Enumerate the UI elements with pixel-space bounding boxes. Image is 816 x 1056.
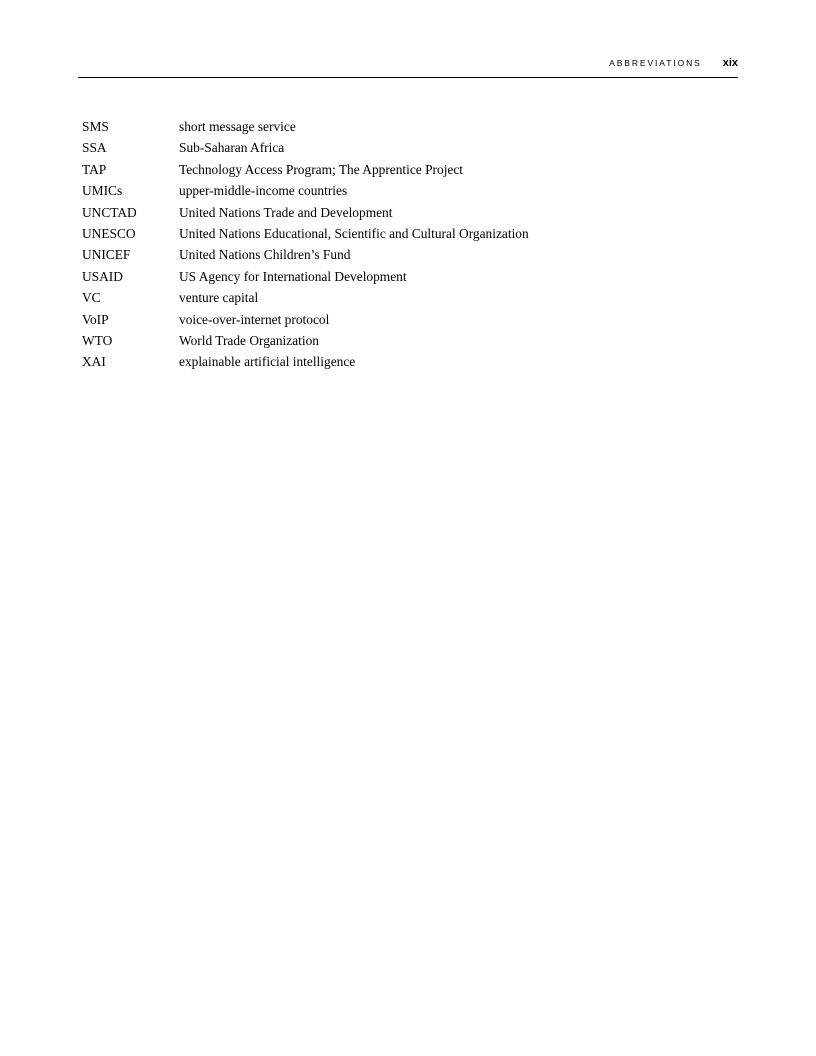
abbreviation-definition: voice-over-internet protocol xyxy=(179,311,330,327)
abbreviations-list xyxy=(82,119,738,376)
abbreviation-term: SSA xyxy=(82,140,107,156)
abbreviation-term: SMS xyxy=(82,119,109,134)
abbreviation-definition: United Nations Children’s Fund xyxy=(179,247,351,263)
abbreviation-term: WTO xyxy=(82,332,113,348)
abbreviation-definition: World Trade Organization xyxy=(179,332,319,348)
abbreviation-definition: explainable artificial intelligence xyxy=(179,354,356,370)
abbreviation-definition: Sub-Saharan Africa xyxy=(179,140,285,156)
abbreviation-term: TAP xyxy=(82,161,107,177)
abbreviation-definition: short message service xyxy=(179,119,296,134)
abbreviation-definition: United Nations Trade and Development xyxy=(179,204,393,220)
abbreviation-row xyxy=(82,226,738,247)
abbreviation-row xyxy=(82,312,738,333)
abbreviation-row xyxy=(82,247,738,268)
abbreviation-row xyxy=(82,269,738,290)
abbreviation-definition: venture capital xyxy=(179,290,259,306)
abbreviation-row xyxy=(82,183,738,204)
abbreviation-term: XAI xyxy=(82,354,106,370)
page-number: xix xyxy=(722,57,738,69)
abbreviation-definition: United Nations Educational, Scientific and Cultural Organization xyxy=(179,225,529,241)
abbreviation-definition: upper-middle-income countries xyxy=(179,183,348,199)
abbreviation-row xyxy=(82,290,738,311)
running-head xyxy=(78,56,738,70)
abbreviation-term: USAID xyxy=(82,268,123,284)
header-rule xyxy=(78,77,738,78)
abbreviation-row xyxy=(82,333,738,354)
abbreviation-row xyxy=(82,140,738,161)
abbreviation-row xyxy=(82,162,738,183)
abbreviation-term: VC xyxy=(82,290,101,306)
abbreviation-term: UNESCO xyxy=(82,225,136,241)
abbreviation-row xyxy=(82,119,738,140)
abbreviation-row xyxy=(82,354,738,375)
abbreviation-term: UMICs xyxy=(82,183,123,199)
abbreviation-definition: US Agency for International Development xyxy=(179,268,407,284)
abbreviation-term: UNICEF xyxy=(82,247,131,263)
abbreviation-term: VoIP xyxy=(82,311,109,327)
abbreviation-row xyxy=(82,205,738,226)
abbreviation-definition: Technology Access Program; The Apprentice Project xyxy=(179,161,464,177)
running-head-title: ABBREVIATIONS xyxy=(609,58,702,68)
abbreviation-term: UNCTAD xyxy=(82,204,137,220)
